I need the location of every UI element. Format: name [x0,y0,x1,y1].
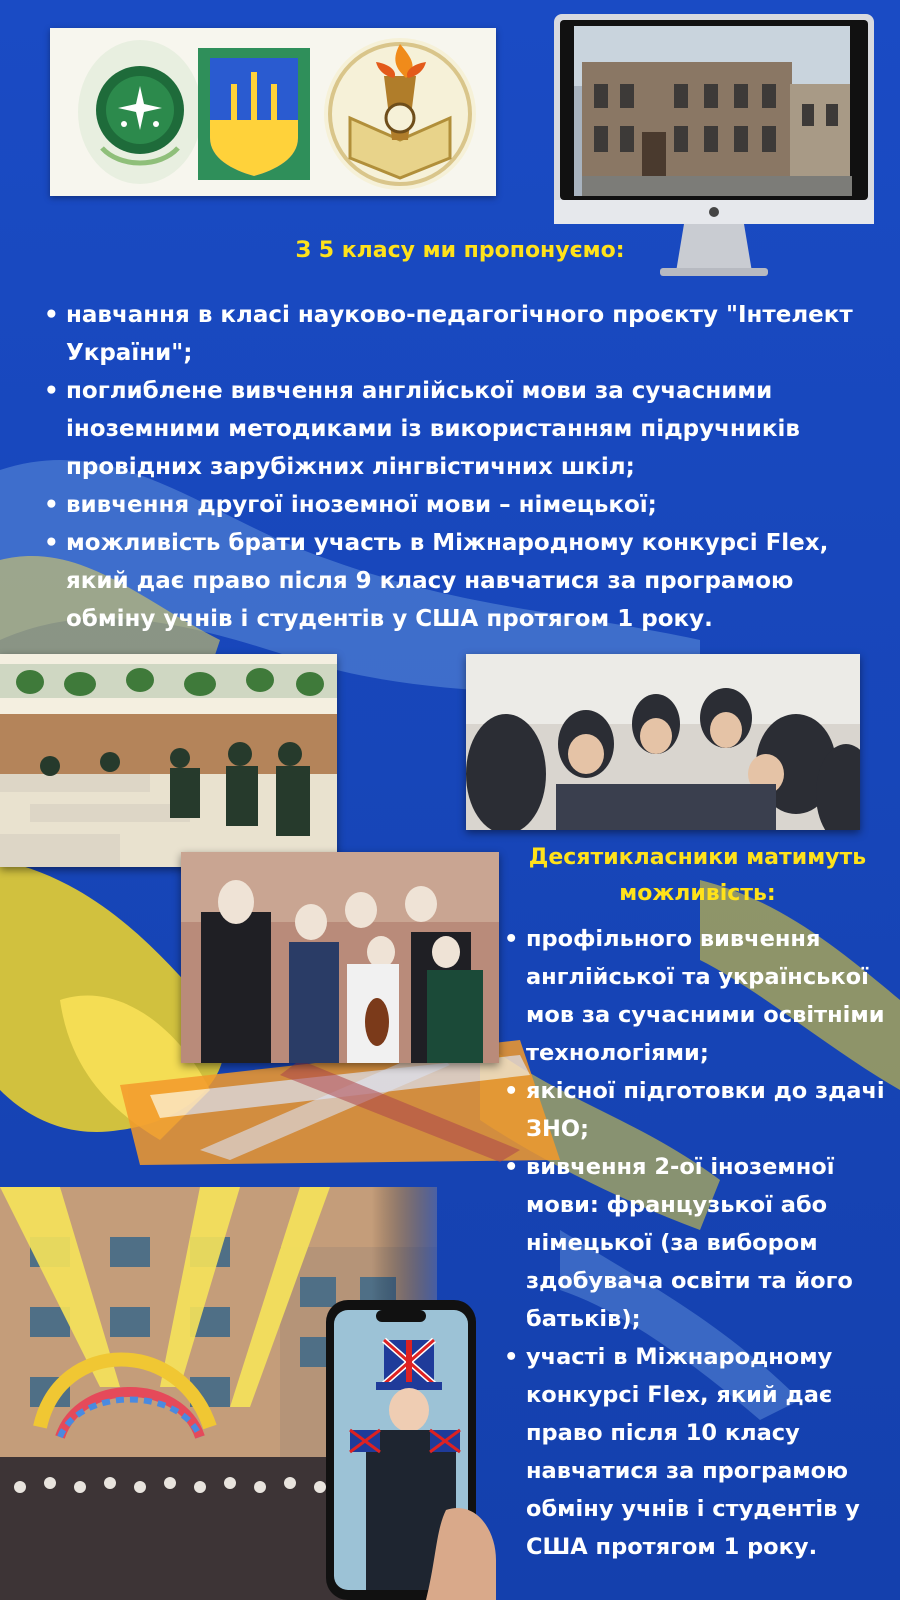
teacher-and-students-photo [181,852,499,1063]
list-item: • поглиблене вивчення англійської мови за сучасними іноземними методиками із використанням підручників провідних зарубіжних лінгвістичних шкіл; [42,372,887,486]
intro-offer-list [42,296,887,638]
list-item: • вивчення другої іноземної мови – німецької; [42,486,887,524]
students-discussion-photo [466,654,860,830]
list-item: • вивчення 2-ої іноземної мови: французької або німецької (за вибором здобувача освіти та його батьків); [502,1148,897,1338]
smartphone-icon [326,1300,496,1600]
list-item: • профільного вивчення англійської та української мов за сучасними освітніми технологіями; [502,920,897,1072]
list-item: • навчання в класі науково-педагогічного проєкту "Інтелект України"; [42,296,887,372]
classroom-photo [0,654,337,867]
list-item: • якісної підготовки до здачі ЗНО; [502,1072,897,1148]
torch-and-book-emblem-icon [324,38,476,190]
ukraine-trident-coat-of-arms-icon [198,48,310,180]
list-item: • участі в Міжнародному конкурсі Flex, який дає право після 10 класу навчатися за програмою обміну учнів і студентів у США протягом 1 року. [502,1338,897,1566]
senior-heading: Десятикласники матимуть можливість: [528,845,867,906]
school-wreath-emblem-icon [78,40,202,184]
senior-opportunities-list [502,920,897,1566]
school-logos-banner [50,28,496,196]
intro-heading: З 5 класу ми пропонуємо: [295,238,625,263]
list-item: • можливість брати участь в Міжнародному конкурсі Flex, який дає право після 9 класу навчатися за програмою обміну учнів і студентів у США протягом 1 року. [42,524,887,638]
